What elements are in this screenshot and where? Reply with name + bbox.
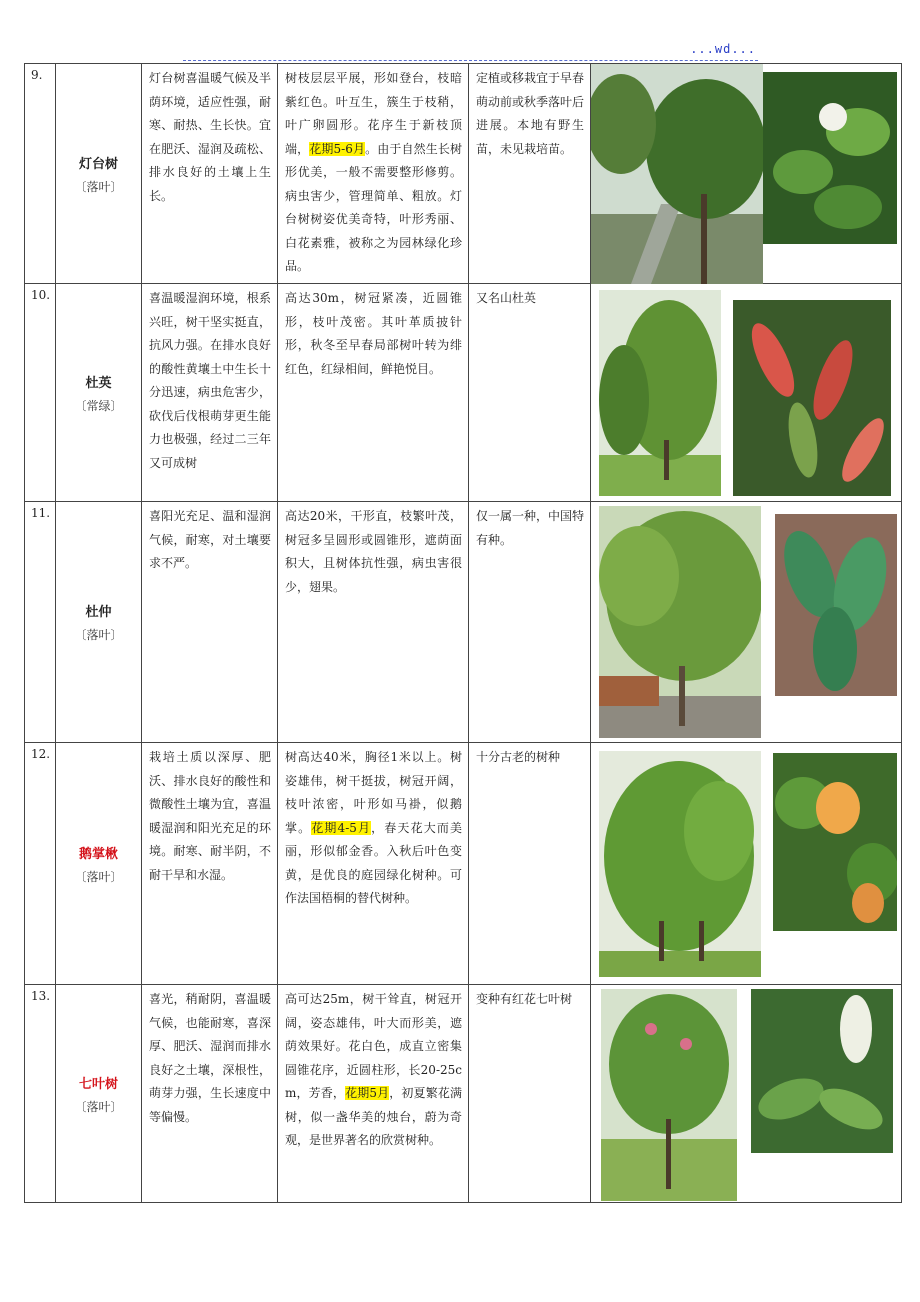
table-row [25,985,902,1203]
feature-text: 树枝层层平展，形如登台，枝暗紫红色。叶互生，簇生于枝稍，叶广卵圆形。花序生于新枝顶端，花期5-6月。由于自然生长树形优美，一般不需要整形修剪。病虫害少，管理简单、粗放。灯台树树姿优美奇特，叶形秀丽、白花素雅，被称之为园林绿化珍品。 [285,71,462,273]
photo-cell [591,284,902,502]
table-row [25,64,902,284]
plant-type: 〔常绿〕 [74,398,123,413]
table-row [25,743,902,985]
plant-name: 七叶树 [78,1076,118,1092]
note-text: 又名山杜英 [476,291,537,305]
bloom-period-highlight: 花期5-6月 [309,141,366,156]
flower-photo [763,72,897,244]
photo-cell [591,985,902,1203]
photo-cell [591,502,902,743]
tree-photo [591,64,763,284]
note-text: 十分古老的树种 [476,750,561,764]
feature-text: 高可达25m，树干耸直，树冠开阔，姿态雄伟，叶大而形美，遮荫效果好。花白色，成直立密集圆锥花序，近圆柱形，长20-25cm，芳香，花期5月，初夏繁花满树，似一盏华美的烛台，蔚为奇观，是世界著名的欣赏树种。 [285,992,462,1147]
row-number: 10. [31,288,51,302]
note-text: 变种有红花七叶树 [476,992,573,1006]
row-number: 12. [31,747,51,761]
table-row [25,502,902,743]
plant-type: 〔落叶〕 [74,179,123,194]
plant-type: 〔落叶〕 [74,1099,123,1114]
plant-name: 杜英 [85,375,112,391]
tree-photo [599,290,721,496]
plant-type: 〔落叶〕 [74,628,123,642]
feature-text: 高达20米，干形直，枝繁叶茂，树冠多呈圆形或圆锥形，遮荫面积大，且树体抗性强，病虫害很少，翅果。 [285,509,462,594]
feature-text: 高达30m，树冠紧凑，近圆锥形，枝叶茂密。其叶革质披针形，秋冬至早春局部树叶转为绯红色，红绿相间，鲜艳悦目。 [285,291,462,376]
flower-photo [751,989,893,1153]
plant-name: 鹅掌楸 [78,846,118,862]
bloom-period-highlight: 花期4-5月 [311,820,372,835]
header-text: ...wd... [690,42,756,56]
habit-text: 栽培土质以深厚、肥沃、排水良好的酸性和微酸性土壤为宜，喜温暖湿润和阳光充足的环境。耐寒、耐半阴，不耐干旱和水湿。 [149,750,271,882]
page-header [183,44,758,61]
row-number: 9. [31,68,43,82]
tree-photo [601,989,737,1201]
habit-text: 喜阳光充足、温和湿润气候，耐寒，对土壤要求不严。 [149,509,271,570]
habit-text: 灯台树喜温暖气候及半荫环境，适应性强，耐寒、耐热、生长快。宜在肥沃、湿润及疏松、排水良好的土壤上生长。 [149,71,271,203]
tree-photo [599,506,761,738]
flower-photo [773,753,897,931]
plant-name: 杜仲 [85,605,112,620]
tree-photo [599,751,761,977]
row-number: 11. [31,506,51,520]
table-row [25,284,902,502]
feature-text: 树高达40米，胸径1米以上。树姿雄伟，树干挺拔，树冠开阔，枝叶浓密，叶形如马褂，似鹅掌。花期4-5月，春天花大而美丽，形似郁金香。入秋后叶色变黄，是优良的庭园绿化树种。可作法国梧桐的替代树种。 [285,750,462,905]
photo-cell [591,64,902,284]
leaf-photo [733,300,891,496]
plant-type: 〔落叶〕 [74,869,123,884]
plant-name: 灯台树 [78,156,118,172]
habit-text: 喜温暖湿润环境，根系兴旺，树干坚实挺直，抗风力强。在排水良好的酸性黄壤土中生长十分迅速，病虫危害少，砍伐后伐根萌芽更生能力也极强，经过二三年又可成树 [149,291,271,470]
plant-table [24,63,902,1203]
note-text: 仅一属一种，中国特有种。 [476,509,585,547]
note-text: 定植或移栽宜于早春萌动前或秋季落叶后进展。本地有野生苗，未见栽培苗。 [476,71,585,156]
habit-text: 喜光，稍耐阴，喜温暖气候，也能耐寒，喜深厚、肥沃、湿润而排水良好之土壤，深根性，萌芽力强，生长速度中等偏慢。 [149,992,271,1124]
photo-cell [591,743,902,985]
bloom-period-highlight: 花期5月 [345,1086,390,1100]
row-number: 13. [31,989,51,1003]
leaf-photo [775,514,897,696]
